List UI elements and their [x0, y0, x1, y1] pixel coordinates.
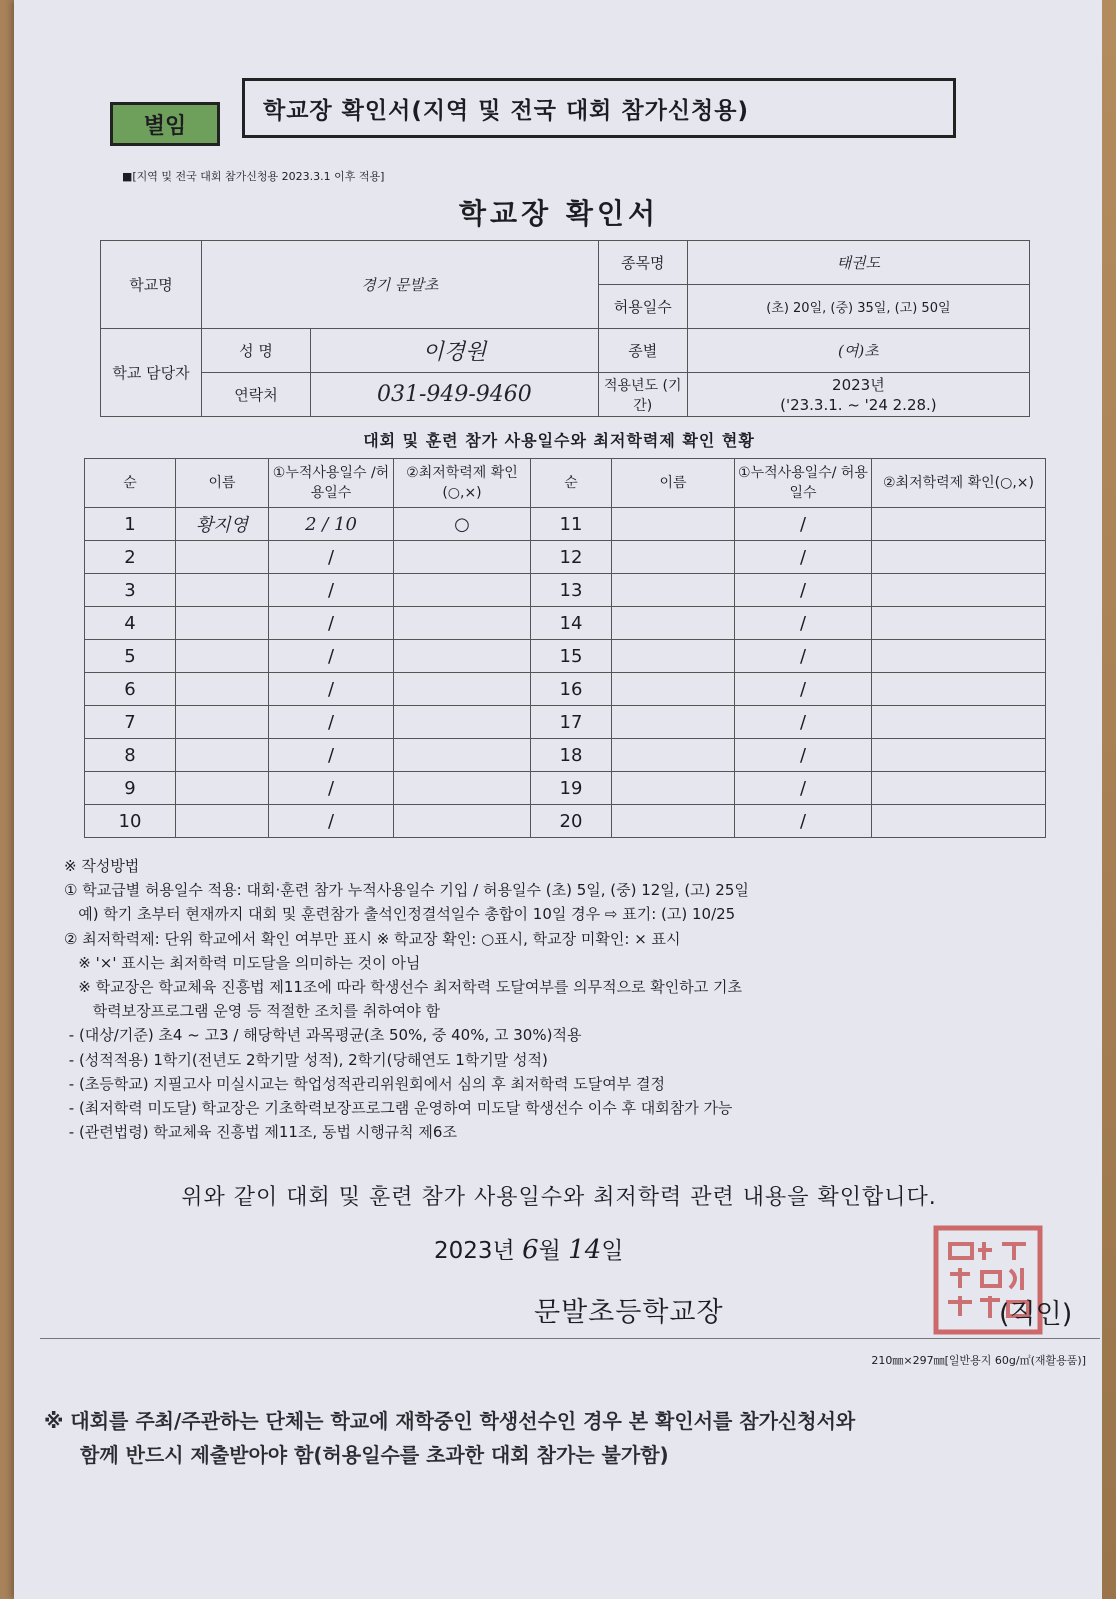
table-header-row	[85, 459, 1046, 508]
header-no: 순	[85, 459, 176, 508]
cell-check2	[872, 640, 1046, 673]
manager-label: 학교 담당자	[101, 329, 202, 417]
cell-check2	[872, 607, 1046, 640]
header-name: 이름	[176, 459, 269, 508]
period-value: ('23.3.1. ~ '24 2.28.)	[780, 395, 937, 414]
cell-check	[394, 574, 531, 607]
cell-name2	[612, 772, 735, 805]
paper-spec: 210㎜×297㎜[일반용지 60g/㎡(재활용품)]	[871, 1354, 1086, 1367]
cell-days2: /	[735, 739, 872, 772]
cell-no: 7	[85, 706, 176, 739]
cell-days2: /	[735, 508, 872, 541]
cell-check	[394, 541, 531, 574]
cell-no: 4	[85, 607, 176, 640]
info-table	[100, 240, 1030, 417]
cell-name2	[612, 607, 735, 640]
cell-no2: 11	[531, 508, 612, 541]
confirmation-statement: 위와 같이 대회 및 훈련 참가 사용일수와 최저학력 관련 내용을 확인합니다.	[181, 1185, 937, 1210]
table-row	[85, 607, 1046, 640]
cell-check	[394, 772, 531, 805]
year-value-cell	[687, 373, 1029, 417]
signature-date	[434, 1232, 623, 1265]
athlete-table	[84, 458, 1046, 838]
cell-name2	[612, 706, 735, 739]
cell-no: 6	[85, 673, 176, 706]
instruction-line: ※ '×' 표시는 최저학력 미도달을 의미하는 것이 아님	[64, 953, 421, 972]
name-value: 이경원	[311, 329, 599, 373]
cell-days: 2 / 10	[269, 508, 394, 541]
name-label: 성 명	[202, 329, 311, 373]
table-body	[85, 508, 1046, 838]
cell-no2: 14	[531, 607, 612, 640]
school-value: 경기 문발초	[202, 241, 599, 329]
table-row	[85, 772, 1046, 805]
table-surface-edge	[1102, 0, 1116, 1599]
cell-name2	[612, 541, 735, 574]
instruction-line: - (최저학력 미도달) 학교장은 기초학력보장프로그램 운영하여 미도달 학생선수 이수 후 대회참가 가능	[64, 1099, 733, 1118]
cell-no: 3	[85, 574, 176, 607]
instruction-line: - (성적적용) 1학기(전년도 2학기말 성적), 2학기(당해연도 1학기말 성적)	[64, 1050, 548, 1069]
header-name2: 이름	[612, 459, 735, 508]
gender-label: 종별	[598, 329, 687, 373]
cell-check2	[872, 739, 1046, 772]
document-page	[14, 0, 1104, 1599]
date-month: 6	[522, 1235, 539, 1265]
instruction-line: ※ 학교장은 학교체육 진흥법 제11조에 따라 학생선수 최저학력 도달여부를 의무적으로 확인하고 기초	[64, 978, 743, 997]
cell-name2	[612, 508, 735, 541]
year-label: 적용년도 (기간)	[598, 373, 687, 417]
cell-no2: 12	[531, 541, 612, 574]
cell-days: /	[269, 541, 394, 574]
cell-name2	[612, 805, 735, 838]
cell-check2	[872, 805, 1046, 838]
instruction-line: 예) 학기 초부터 현재까지 대회 및 훈련참가 출석인정결석일수 총합이 10일 경우 ⇨ 표기: (고) 10/25	[64, 905, 736, 924]
sport-label: 종목명	[598, 241, 687, 285]
table-row	[85, 673, 1046, 706]
cell-check2	[872, 541, 1046, 574]
annex-badge: 별임	[110, 102, 220, 146]
cell-check	[394, 607, 531, 640]
cell-name	[176, 739, 269, 772]
header-no2: 순	[531, 459, 612, 508]
instruction-line: - (관련법령) 학교체육 진흥법 제11조, 동법 시행규칙 제6조	[64, 1123, 457, 1142]
cell-name	[176, 673, 269, 706]
cell-no: 2	[85, 541, 176, 574]
cell-check	[394, 805, 531, 838]
header-row	[110, 78, 990, 146]
cell-days: /	[269, 772, 394, 805]
cell-no2: 18	[531, 739, 612, 772]
header-days: ①누적사용일수 /허용일수	[269, 459, 394, 508]
table-row	[85, 508, 1046, 541]
header-days2: ①누적사용일수/ 허용일수	[735, 459, 872, 508]
cell-check	[394, 640, 531, 673]
sport-value: 태권도	[687, 241, 1029, 285]
table-row	[85, 706, 1046, 739]
date-year: 2023년	[434, 1238, 515, 1264]
cell-days2: /	[735, 772, 872, 805]
cell-check2	[872, 673, 1046, 706]
cell-check	[394, 739, 531, 772]
cell-no: 1	[85, 508, 176, 541]
cell-name	[176, 805, 269, 838]
instruction-line: ② 최저학력제: 단위 학교에서 확인 여부만 표시 ※ 학교장 확인: ○표시, 학교장 미확인: × 표시	[64, 929, 681, 948]
table-row	[85, 574, 1046, 607]
cell-days: /	[269, 805, 394, 838]
header-title: 학교장 확인서(지역 및 전국 대회 참가신청용)	[242, 78, 956, 138]
cell-days2: /	[735, 706, 872, 739]
cell-name	[176, 706, 269, 739]
cell-no2: 19	[531, 772, 612, 805]
cell-name	[176, 607, 269, 640]
cell-name	[176, 772, 269, 805]
date-month-unit: 월	[538, 1238, 561, 1264]
cell-no2: 16	[531, 673, 612, 706]
cell-days2: /	[735, 541, 872, 574]
contact-label: 연락처	[202, 373, 311, 417]
instruction-line: - (대상/기준) 초4 ~ 고3 / 해당학년 과목평균(초 50%, 중 40%, 고 30%)적용	[64, 1026, 582, 1045]
cell-no: 10	[85, 805, 176, 838]
table-title: 대회 및 훈련 참가 사용일수와 최저학력제 확인 현황	[363, 431, 755, 450]
contact-value: 031-949-9460	[311, 373, 599, 417]
table-row	[85, 805, 1046, 838]
instruction-line: ※ 작성방법	[64, 857, 140, 875]
cell-days2: /	[735, 607, 872, 640]
date-day: 14	[568, 1235, 602, 1265]
cell-name2	[612, 640, 735, 673]
cell-days2: /	[735, 574, 872, 607]
cell-days2: /	[735, 640, 872, 673]
cell-days: /	[269, 706, 394, 739]
cell-no2: 13	[531, 574, 612, 607]
instructions-block	[64, 854, 1064, 1144]
year-value: 2023년	[832, 375, 885, 394]
cell-check2	[872, 706, 1046, 739]
table-row	[85, 739, 1046, 772]
cell-name: 황지영	[176, 508, 269, 541]
cell-no2: 17	[531, 706, 612, 739]
allowed-days-label: 허용일수	[598, 285, 687, 329]
cell-days: /	[269, 739, 394, 772]
bottom-notice-line-2: 함께 반드시 제출받아야 함(허용일수를 초과한 대회 참가는 불가함)	[80, 1443, 669, 1467]
table-row	[85, 541, 1046, 574]
cell-name	[176, 640, 269, 673]
header-check2: ②최저학력제 확인(○,×)	[872, 459, 1046, 508]
cell-check2	[872, 772, 1046, 805]
divider	[40, 1338, 1100, 1339]
cell-no2: 15	[531, 640, 612, 673]
cell-no: 5	[85, 640, 176, 673]
cell-name	[176, 574, 269, 607]
cell-check	[394, 673, 531, 706]
instruction-line: 학력보장프로그램 운영 등 적절한 조치를 취하여야 함	[64, 1002, 440, 1021]
cell-check: ○	[394, 508, 531, 541]
cell-days: /	[269, 640, 394, 673]
allowed-days-value: (초) 20일, (중) 35일, (고) 50일	[687, 285, 1029, 329]
cell-check	[394, 706, 531, 739]
cell-no: 8	[85, 739, 176, 772]
cell-no2: 20	[531, 805, 612, 838]
cell-name	[176, 541, 269, 574]
cell-days: /	[269, 607, 394, 640]
document-title: 학교장 확인서	[458, 197, 660, 230]
cell-days2: /	[735, 805, 872, 838]
cell-name2	[612, 673, 735, 706]
principal-title: 문발초등학교장	[534, 1297, 724, 1328]
gender-value: (여)초	[687, 329, 1029, 373]
seal-label: (직인)	[999, 1299, 1073, 1330]
cell-days: /	[269, 673, 394, 706]
cell-check2	[872, 508, 1046, 541]
school-label: 학교명	[101, 241, 202, 329]
cell-check2	[872, 574, 1046, 607]
table-row	[85, 640, 1046, 673]
instruction-line: - (초등학교) 지필고사 미실시교는 학업성적관리위원회에서 심의 후 최저학력 도달여부 결정	[64, 1074, 665, 1093]
bottom-notice-line-1: ※ 대회를 주최/주관하는 단체는 학교에 재학중인 학생선수인 경우 본 확인서를 참가신청서와	[44, 1409, 856, 1433]
bottom-notice	[44, 1404, 1084, 1472]
cell-no: 9	[85, 772, 176, 805]
cell-name2	[612, 739, 735, 772]
cell-name2	[612, 574, 735, 607]
applicability-note: ■[지역 및 전국 대회 참가신청용 2023.3.1 이후 적용]	[122, 170, 385, 183]
date-day-unit: 일	[601, 1238, 624, 1264]
header-check: ②최저학력제 확인(○,×)	[394, 459, 531, 508]
instruction-line: ① 학교급별 허용일수 적용: 대회·훈련 참가 누적사용일수 기입 / 허용일수 (초) 5일, (중) 12일, (고) 25일	[64, 881, 749, 900]
cell-days: /	[269, 574, 394, 607]
cell-days2: /	[735, 673, 872, 706]
